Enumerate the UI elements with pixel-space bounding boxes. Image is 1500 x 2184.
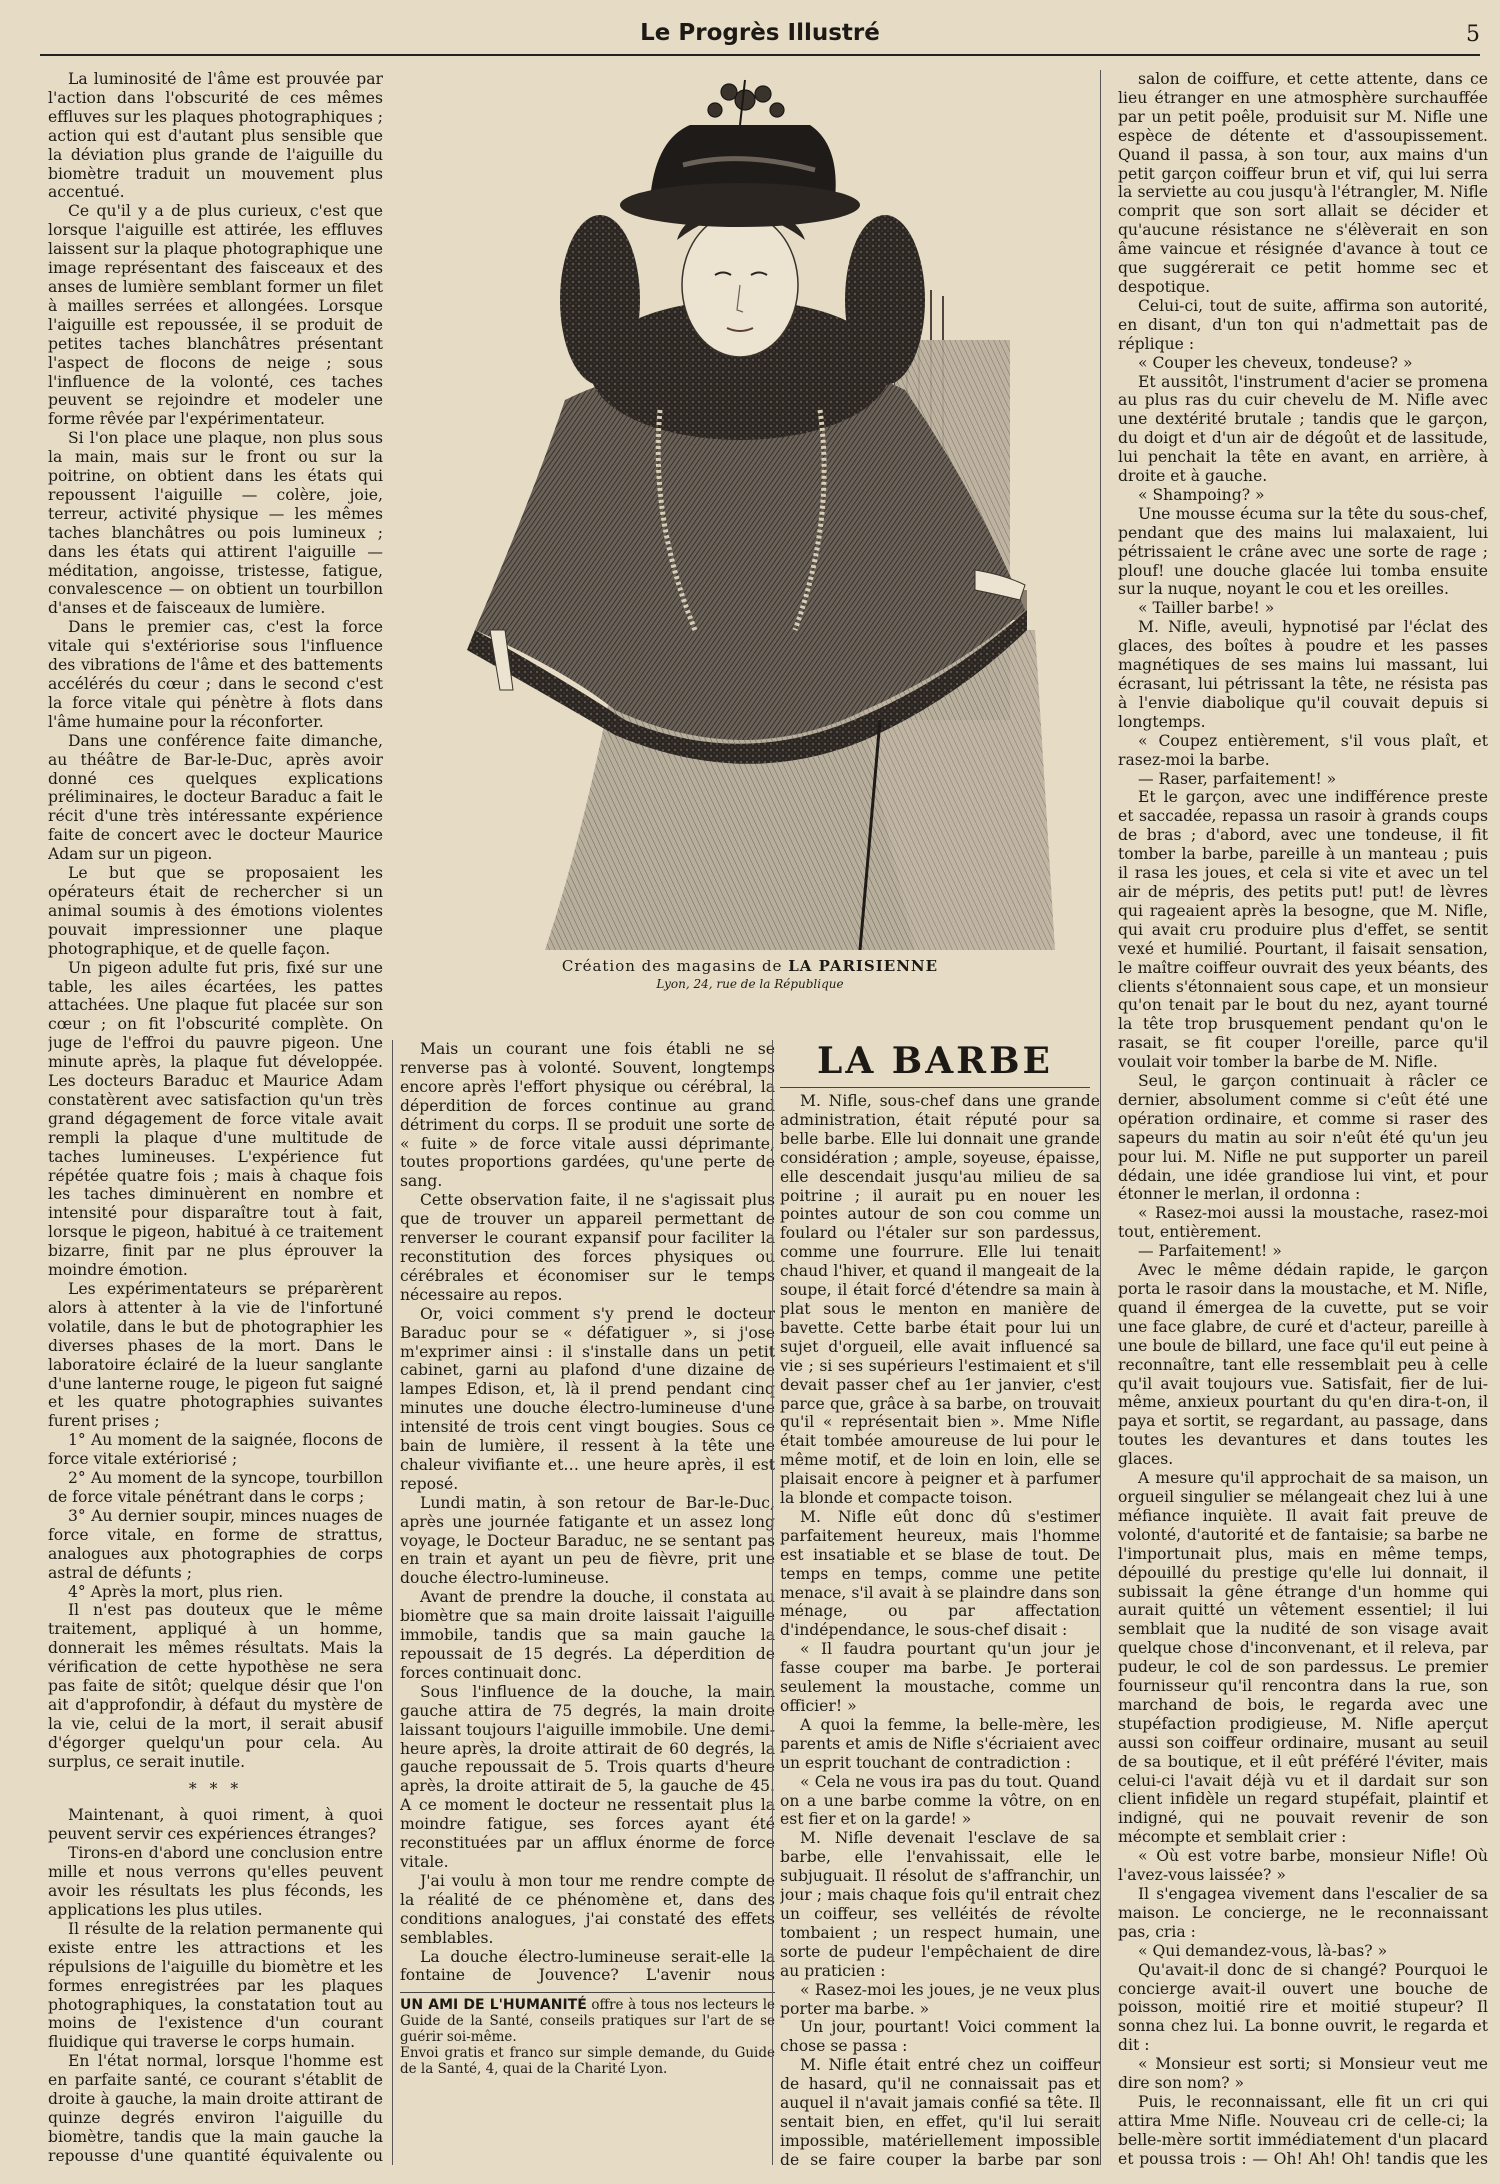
paragraph: « Monsieur est sorti; si Monsieur veut me dire son nom? » <box>1118 2055 1488 2093</box>
paragraph: Avec le même dédain rapide, le garçon porta le rasoir dans la moustache, et M. Nifle, quand il émergea de la cuvette, put se voir une face glabre, de curé et d'acteur, pareille à une boule de billard, une face qu'il eut peine à reconnaître, tant elle ressemblait peu à celle qu'il avait toujours vue. Satisfait, fier de lui-même, anxieux pourtant du qu'en dira-t-on, il paya et sortit, se regardant, au passage, dans toutes les devantures et dans toutes les glaces. <box>1118 1261 1488 1469</box>
paragraph: Le but que se proposaient les opérateurs était de rechercher si un animal soumis à des émotions violentes pouvait impressionner une plaque photographique, et de quelle façon. <box>48 864 383 958</box>
paragraph: Maintenant, à quoi riment, à quoi peuvent servir ces expériences étranges? <box>48 1806 383 1844</box>
paragraph: Si l'on place une plaque, non plus sous la main, mais sur le front ou sur la poitrine, on obtient dans les états qui repoussent l'aiguille — colère, joie, terreur, activité physique — les mêmes taches blanchâtres ou pois lumineux ; dans les états qui attirent l'aiguille — méditation, angoisse, tristesse, fatigue, convalescence — on obtient un tourbillon d'anses et de faisceaux de lumière. <box>48 429 383 618</box>
paragraph: Or, voici comment s'y prend le docteur Baraduc pour se « défatiguer », si j'ose m'exprimer ainsi : il s'installe dans un petit cabinet, garni au plafond d'une dizaine de lampes Edison, et, là il prend pendant cinq minutes une douche électro-lumineuse d'une intensité de trois cent vingt bougies. Sous ce bain de lumière, il ressent à la tête une chaleur vivifiante et… une heure après, il est reposé. <box>400 1304 775 1493</box>
paragraph: M. Nifle, sous-chef dans une grande administration, était réputé pour sa belle barbe. Elle lui donnait une grande considération ; ample, soyeuse, épaisse, elle descendait jusqu'au milieu de sa poitrine ; il aurait pu en nouer les pointes autour de son cou comme un foulard ou l'étaler sur son pardessus, comme une fourrure. Elle lui tenait chaud l'hiver, et quand il mangeait de la soupe, il était forcé d'étendre sa main à plat sous le menton en manière de bavette. Cette barbe était pour lui un sujet d'orgueil, elle avait influencé sa vie ; si ses supérieurs l'estimaient et s'il devait passer chef au 1er janvier, c'est parce que, grâce à sa barbe, on trouvait qu'il « représentait bien ». Mme Nifle était tombée amoureuse de lui pour le même motif, et de loin en loin, elle se plaisait encore à peigner et à parfumer la blonde et compacte toison. <box>780 1092 1100 1508</box>
paragraph: Un pigeon adulte fut pris, fixé sur une table, les ailes écartées, les pattes attachées. Une plaque fut placée sur son cœur ; on fit l'obscurité complète. On juge de l'effroi du pauvre pigeon. Une minute après, la plaque fut développée. Les docteurs Baraduc et Maurice Adam constatèrent avec satisfaction qu'un très grand dégagement de force vitale avait rempli la plaque d'une multitude de taches lumineuses. L'expérience fut répétée quatre fois ; mais à chaque fois les taches diminuèrent en nombre et intensité pour disparaître tout à fait, lorsque le pigeon, habitué à ce traitement bizarre, finit par ne plus éprouver la moindre émotion. <box>48 958 383 1280</box>
paragraph: Dans le premier cas, c'est la force vitale qui s'extériorise sous l'influence des vibrations de l'âme et des battements accélérés du cœur ; dans le second c'est la force vitale qui pénètre à flots dans l'âme humaine pour la réconforter. <box>48 618 383 731</box>
paragraph: Puis, le reconnaissant, elle fit un cri qui attira Mme Nifle. Nouveau cri de celle-ci; la belle-mère sortit immédiatement d'un placard et poussa trois : — Oh! Ah! Oh! tandis que les <box>1118 2092 1488 2168</box>
paragraph: Cette observation faite, il ne s'agissait plus que de trouver un appareil permettant de renverser le courant expansif pour faciliter la reconstitution des forces physiques ou cérébrales et économiser sur le temps nécessaire au repos. <box>400 1191 775 1304</box>
paragraph: salon de coiffure, et cette attente, dans ce lieu étranger en une atmosphère surchauffée par un petit poêle, produisit sur M. Nifle une espèce de détente et d'assoupissement. Quand il passa, à son tour, aux mains d'un petit garçon coiffeur brun et vif, qui lui serra la serviette au cou jusqu'à l'étrangler, M. Nifle comprit que son sort allait se décider et qu'aucune résistance ne s'élèverait en son âme vaincue et résignée d'avance à tout ce que suggérerait ce petit homme sec et despotique. <box>1118 70 1488 296</box>
paragraph: 2° Au moment de la syncope, tourbillon de force vitale pénétrant dans le corps ; <box>48 1469 383 1506</box>
paragraph: « Cela ne vous ira pas du tout. Quand on a une barbe comme la vôtre, on en est fier et on la garde! » <box>780 1772 1100 1829</box>
column-2 <box>400 1040 775 1985</box>
paragraph: 1° Au moment de la saignée, flocons de force vitale extériorisé ; <box>48 1431 383 1469</box>
paragraph: J'ai voulu à mon tour me rendre compte de la réalité de ce phénomène et, dans des conditions analogues, j'ai constaté des effets semblables. <box>400 1871 775 1947</box>
caption-prefix: Création des magasins de <box>561 957 783 975</box>
paragraph: « Couper les cheveux, tondeuse? » <box>1138 353 1413 372</box>
newspaper-title: Le Progrès Illustré <box>640 20 880 46</box>
paragraph: Et aussitôt, l'instrument d'acier se promena au plus ras du cuir chevelu de M. Nifle avec une dextérité brutale ; tandis que le garçon, du doigt et d'un air de dégoût et de lassitude, lui penchait la tête en avant, en arrière, à droite et à gauche. <box>1118 372 1488 486</box>
paragraph: Il s'engagea vivement dans l'escalier de sa maison. Le concierge, ne le reconnaissant pas, cria : <box>1118 1885 1488 1941</box>
paragraph: Il n'est pas douteux que le même traitement, appliqué à un homme, donnerait les mêmes résultats. Mais la vérification de cette hypothèse ne sera pas faite de sitôt; quelque désir que l'on ait d'approfondir, à défaut du mystère de la vie, celui de la mort, il serait abusif d'égorger quelqu'un pour cela. Au surplus, ce serait inutile. <box>48 1601 383 1771</box>
article-title: LA BARBE <box>817 1040 1053 1082</box>
paragraph: Et le garçon, avec une indifférence preste et saccadée, repassa un rasoir à grands coups de bras ; d'abord, avec une tondeuse, il fit tomber la barbe, pareille à un manteau ; puis il rasa les joues, et cela si vite et avec un tel air de mépris, des petits put! put! de lèvres qui rageaient après la besogne, que M. Nifle, qui avait cru produire plus d'effet, se sentit vexé et humilié. Pourtant, il faisait sensation, le maître coiffeur ouvrait des yeux béants, des clients s'étonnaient sous cape, et un monsieur qu'on tenait par le bout du nez, ayant tourné la tête trop brusquement pendant qu'on le rasait, se fit couper l'oreille, parce qu'il voulait voir tomber la barbe de M. Nifle. <box>1118 788 1488 1072</box>
paragraph: « Rasez-moi aussi la moustache, rasez-moi tout, entièrement. <box>1118 1204 1488 1242</box>
paragraph: Dans une conférence faite dimanche, au théâtre de Bar-le-Duc, après avoir donné ces quelques explications préliminaires, le docteur Baraduc a fait le récit d'une très intéressante expérience faite de concert avec le docteur Maurice Adam sur un pigeon. <box>48 731 383 864</box>
column-separator <box>392 1040 393 2165</box>
paragraph: — Raser, parfaitement! » <box>1138 769 1337 788</box>
paragraph: A quoi la femme, la belle-mère, les parents et amis de Nifle s'écriaient avec un esprit touchant de contradiction : <box>780 1715 1100 1772</box>
paragraph: Une mousse écuma sur la tête du sous-chef, pendant que des mains lui malaxaient, lui pétrissaient le crâne avec une sorte de rage ; plouf! une douche glacée lui tomba ensuite sur la nuque, noyant le cou et les oreilles. <box>1118 504 1488 599</box>
paragraph: Ce qu'il y a de plus curieux, c'est que lorsque l'aiguille est attirée, les effluves laissent sur la plaque photographique une image représentant des faisceaux et des anses de lumière semblant former un filet à mailles serrées et allongées. Lorsque l'aiguille est repoussée, il se produit de petites taches blanchâtres présentant l'aspect de flocons de neige ; sous l'influence de la volonté, ces taches peuvent se rejoindre et modeler une forme rêvée par l'expérimentateur. <box>48 202 383 429</box>
column-separator <box>772 1040 773 2165</box>
column-separator <box>1100 70 1101 2165</box>
paragraph: « Coupez entièrement, s'il vous plaît, et rasez-moi la barbe. <box>1118 731 1488 769</box>
paragraph: Avant de prendre la douche, il constata au biomètre que sa main droite laissait l'aiguille immobile, tandis que sa main gauche la repoussait de 15 degrés. La déperdition de forces continuait donc. <box>400 1588 775 1682</box>
paragraph: Un jour, pourtant! Voici comment la chose se passa : <box>780 2018 1100 2056</box>
ad-text-2: Envoi gratis et franco sur simple demande, du Guide de la Santé, 4, quai de la Charité Lyon. <box>400 2045 775 2077</box>
ad-text: offre à tous nos lecteurs le Guide de la Santé, conseils pratiques sur l'art de se guérir soi-même. <box>400 1997 776 2045</box>
section-stars: * * * <box>188 1779 243 1798</box>
paragraph: « Rasez-moi les joues, je ne veux plus porter ma barbe. » <box>780 1980 1100 2018</box>
ad-heading: UN AMI DE L'HUMANITÉ <box>400 1997 587 2013</box>
paragraph: Il résulte de la relation permanente qui existe entre les attractions et les répulsions de l'aiguille du biomètre et les formes enregistrées par les plaques photographiques, la constatation tout au moins de l'existence d'un courant fluidique qui traverse le corps humain. <box>48 1919 383 2052</box>
paragraph: Celui-ci, tout de suite, affirma son autorité, en disant, d'un ton qui n'admettait pas de réplique : <box>1118 296 1488 353</box>
paragraph: M. Nifle, aveuli, hypnotisé par l'éclat des glaces, des boîtes à poudre et les passes magnétiques de ses mains lui massant, lui écrasant, lui pétrissant la tête, ne résista pas à l'envie diabolique qu'il couvait depuis si longtemps. <box>1118 618 1488 731</box>
advertisement <box>400 1997 775 2077</box>
paragraph: 4° Après la mort, plus rien. <box>68 1582 284 1601</box>
paragraph: Mais un courant une fois établi ne se renverse pas à volonté. Souvent, longtemps encore après l'effort physique ou cérébral, la déperdition de forces continue au grand détriment du corps. Il se produit une sorte de « fuite » de force vitale aussi déprimante, toutes proportions gardées, qu'une perte de sang. <box>400 1040 775 1191</box>
paragraph: M. Nifle eût donc dû s'estimer parfaitement heureux, mais l'homme est insatiable et se blase de tout. De temps en temps, comme une petite menace, s'il avait à se plaindre dans son ménage, ou par affectation d'indépendance, le sous-chef disait : <box>780 1507 1100 1640</box>
column-4 <box>1118 70 1488 2168</box>
paragraph: M. Nifle était entré chez un coiffeur de hasard, qu'il ne connaissait pas et auquel il n'avait jamais confié sa tête. Il sentait bien, en effet, qu'il lui serait impossible, matériellement impossible de se faire couper la barbe par son <box>780 2056 1100 2167</box>
column-1 <box>48 70 383 2165</box>
page-header <box>40 14 1480 52</box>
title-rule <box>780 1087 1090 1088</box>
paragraph: M. Nifle devenait l'esclave de sa barbe, elle l'envahissait, elle le subjuguait. Il résolut de s'affranchir, un jour ; mais chaque fois qu'il entrait chez un coiffeur, ses velléités de révolte tombaient ; un respect humain, une sorte de pudeur l'empêchaient de dire au praticien : <box>780 1829 1100 1980</box>
woman-in-cape-illustration <box>415 70 1085 950</box>
fashion-illustration <box>415 70 1085 950</box>
paragraph: Seul, le garçon continuait à râcler ce dernier, absolument comme si c'eût été une opération ordinaire, et comme si raser des sapeurs du matin au soir n'eût été qu'un jeu pour lui. M. Nifle ne put supporter un pareil dédain, une idée grandiose lui vint, et pour étonner le merlan, il ordonna : <box>1118 1072 1488 1204</box>
caption-address: Lyon, 24, rue de la République <box>656 977 844 991</box>
paragraph: « Il faudra pourtant qu'un jour je fasse couper ma barbe. Je porterai seulement la moustache, comme un officier! » <box>780 1640 1100 1715</box>
paragraph: Sous l'influence de la douche, la main gauche attira de 75 degrés, la main droite laissant toujours l'aiguille immobile. Une demi-heure après, la droite attirait de 60 degrés, la gauche repoussait de 5. Trois quarts d'heure après, la droite attirait de 5, la gauche de 45. A ce moment le docteur ne ressentait plus la moindre fatigue, ses forces ayant été reconstituées par un afflux énorme de force vitale. <box>400 1682 775 1871</box>
caption-store-name: LA PARISIENNE <box>788 957 939 975</box>
paragraph: 3° Au dernier soupir, minces nuages de force vitale, en forme de strattus, analogues aux photographies de corps astral de défunts ; <box>48 1506 383 1582</box>
paragraph: Tirons-en d'abord une conclusion entre mille et nous verrons qu'elles peuvent avoir les résultats les plus féconds, les applications les plus utiles. <box>48 1844 383 1919</box>
ad-rule <box>400 1992 775 1993</box>
paragraph: — Parfaitement! » <box>1138 1242 1282 1261</box>
paragraph: Les expérimentateurs se préparèrent alors à attenter à la vie de l'infortuné volatile, dans le but de photographier les diverses phases de la mort. Dans le laboratoire éclairé de la lueur sanglante d'une lanterne rouge, le pigeon fut saigné et les quatre photographies suivantes furent prises ; <box>48 1280 383 1431</box>
paragraph: « Qui demandez-vous, là-bas? » <box>1138 1941 1388 1960</box>
paragraph: « Tailler barbe! » <box>1138 599 1275 618</box>
header-rule <box>40 54 1480 56</box>
paragraph: « Où est votre barbe, monsieur Nifle! Où l'avez-vous laissée? » <box>1118 1847 1488 1885</box>
paragraph: A mesure qu'il approchait de sa maison, un orgueil singulier se mélangeait chez lui à une méfiance inquiète. Il avait fait preuve de volonté, d'autorité et de fantaisie; sa barbe ne l'importunait plus, mais en même temps, dépouillé du prestige qu'elle lui donnait, il subissait la gêne étrange d'un homme qui aurait quitté un vêtement essentiel; il lui semblait que la nudité de son visage avait quelque chose d'inconvenant, et il releva, par pudeur, le col de son pardessus. Le premier fournisseur qu'il rencontra dans la rue, son marchand de bois, le regarda avec une stupéfaction prodigieuse, M. Nifle aperçut aussi son coiffeur ordinaire, musant au seuil de sa boutique, et il eût préféré l'éviter, mais celui-ci l'avait déjà vu et il dardait sur son client infidèle un regard stupéfait, plaintif et indigné, qui ne pouvait revenir de son mécompte et semblait crier : <box>1118 1469 1488 1847</box>
page-number: 5 <box>1466 22 1480 47</box>
paragraph: En l'état normal, lorsque l'homme est en parfaite santé, ce courant s'établit de droite à gauche, la main droite attirant de quinze degrés environ l'aiguille du biomètre, tandis que la main gauche la repousse d'une quantité équivalente ou <box>48 2052 383 2165</box>
paragraph: Qu'avait-il donc de si changé? Pourquoi le concierge avait-il ouvert une bouche de poisson, moitié rire et moitié stupeur? Il sonna chez lui. La bonne ouvrit, le regarda et dit : <box>1118 1960 1488 2055</box>
paragraph: La luminosité de l'âme est prouvée par l'action dans l'obscurité de ces mêmes effluves sur les plaques photographiques ; action qui est d'autant plus sensible que la déviation plus grande de l'aiguille du biomètre traduit un mouvement plus accentué. <box>48 70 383 202</box>
illustration-caption <box>415 957 1085 991</box>
paragraph: La douche électro-lumineuse serait-elle la fontaine de Jouvence? L'avenir nous <box>400 1947 775 1985</box>
paragraph: Lundi matin, à son retour de Bar-le-Duc, après une journée fatigante et un assez long voyage, le Docteur Baraduc, ne se sentant pas en train et ayant un peu de fièvre, prit une douche électro-lumineuse. <box>400 1493 775 1588</box>
paragraph: « Shampoing? » <box>1138 485 1265 504</box>
column-3 <box>780 1092 1100 2167</box>
